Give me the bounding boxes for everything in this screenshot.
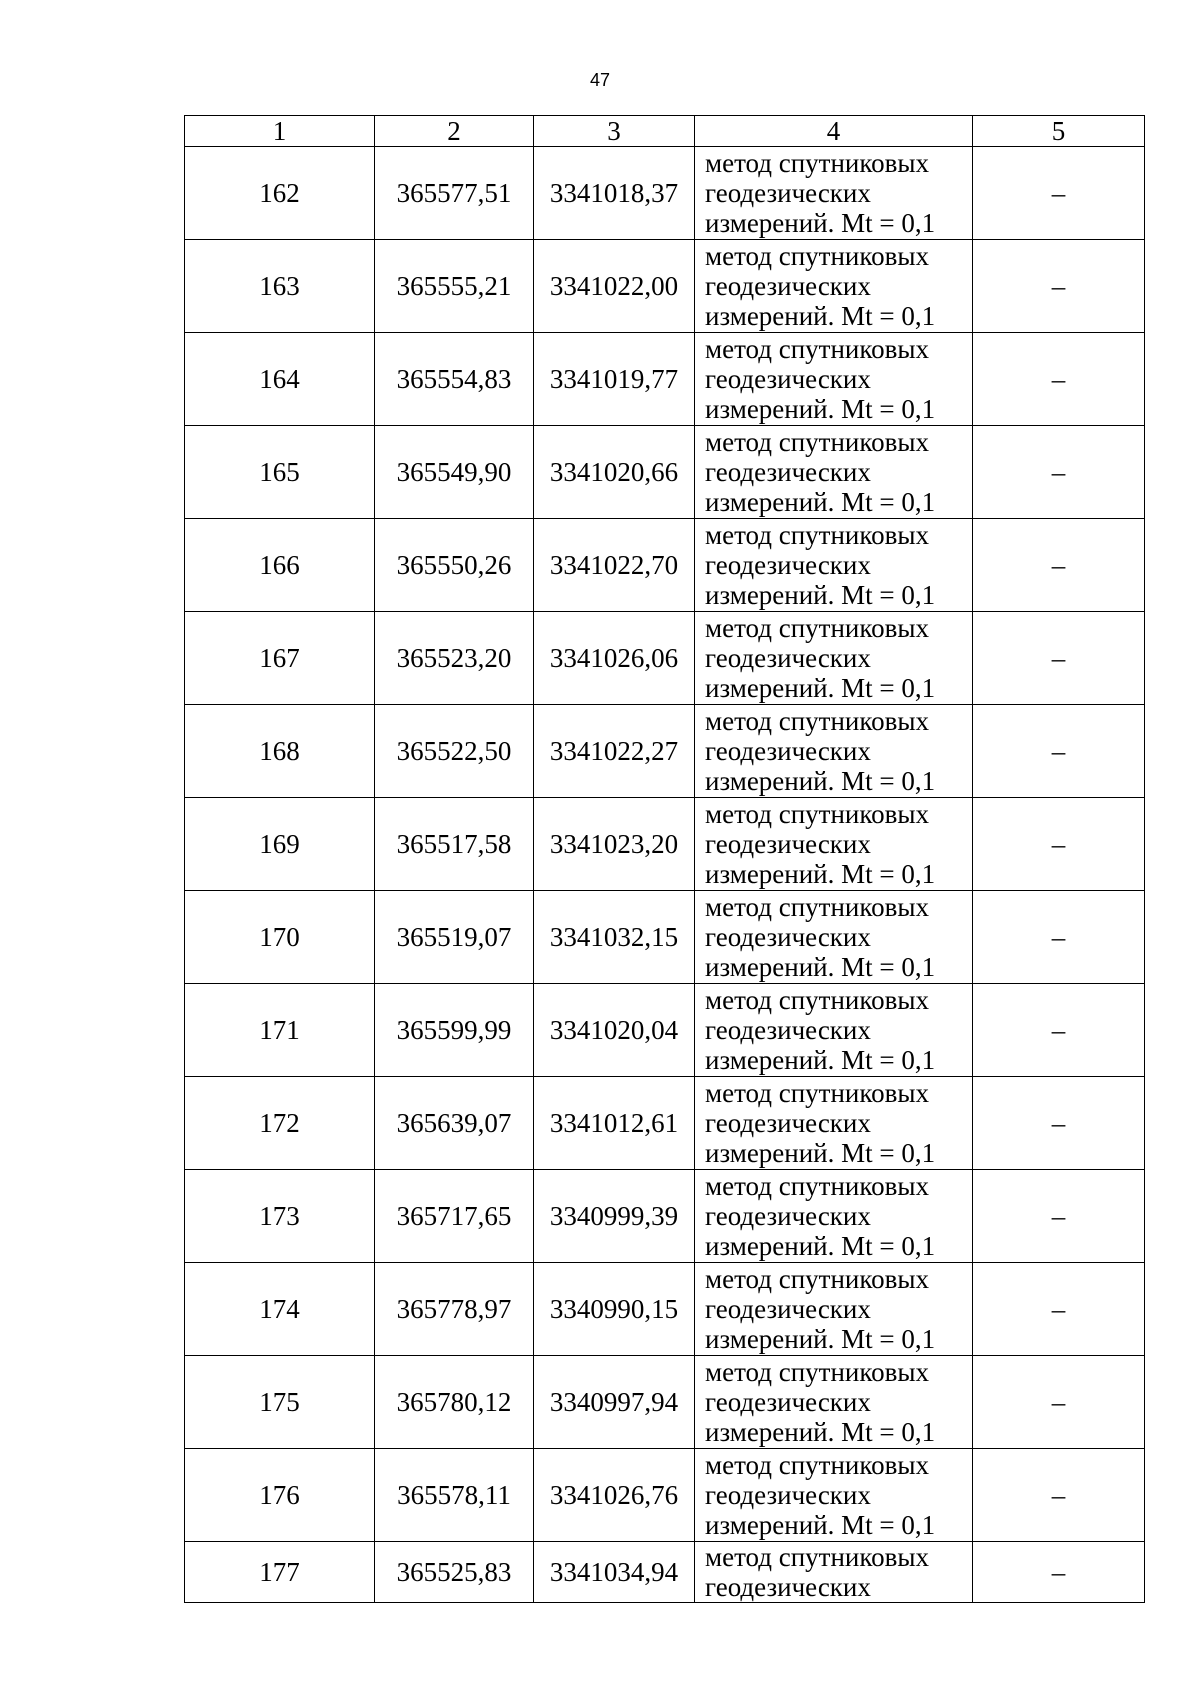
column-5-cell: –	[973, 984, 1145, 1077]
column-5-cell: –	[973, 1356, 1145, 1449]
point-number-cell: 175	[185, 1356, 375, 1449]
method-line: геодезических	[705, 1572, 871, 1602]
method-line: геодезических	[705, 1480, 871, 1510]
y-coordinate-cell: 3341026,06	[534, 612, 695, 705]
column-5-cell: –	[973, 1077, 1145, 1170]
method-line: метод спутниковых	[705, 1078, 929, 1108]
method-cell	[695, 519, 973, 612]
method-line: геодезических	[705, 1201, 871, 1231]
header-col-5: 5	[973, 116, 1145, 147]
x-coordinate-cell: 365639,07	[375, 1077, 534, 1170]
y-coordinate-cell: 3341034,94	[534, 1542, 695, 1603]
table-row	[185, 240, 1145, 333]
method-line: геодезических	[705, 271, 871, 301]
table-body	[185, 147, 1145, 1603]
x-coordinate-cell: 365525,83	[375, 1542, 534, 1603]
method-line: измерений. Mt = 0,1	[705, 1231, 936, 1261]
table-header	[185, 116, 1145, 147]
point-number-cell: 162	[185, 147, 375, 240]
x-coordinate-cell: 365599,99	[375, 984, 534, 1077]
y-coordinate-cell: 3341032,15	[534, 891, 695, 984]
method-line: геодезических	[705, 1294, 871, 1324]
column-5-cell: –	[973, 705, 1145, 798]
y-coordinate-cell: 3341022,27	[534, 705, 695, 798]
method-line: измерений. Mt = 0,1	[705, 1510, 936, 1540]
header-col-2: 2	[375, 116, 534, 147]
page-number: 47	[589, 70, 611, 90]
method-line: метод спутниковых	[705, 1450, 929, 1480]
table-row	[185, 984, 1145, 1077]
method-line: измерений. Mt = 0,1	[705, 859, 936, 889]
method-line: геодезических	[705, 1387, 871, 1417]
column-5-cell: –	[973, 1542, 1145, 1603]
table-row	[185, 1263, 1145, 1356]
x-coordinate-cell: 365578,11	[375, 1449, 534, 1542]
method-cell	[695, 333, 973, 426]
table-row	[185, 798, 1145, 891]
method-line: измерений. Mt = 0,1	[705, 673, 936, 703]
point-number-cell: 164	[185, 333, 375, 426]
point-number-cell: 163	[185, 240, 375, 333]
method-line: измерений. Mt = 0,1	[705, 766, 936, 796]
y-coordinate-cell: 3341022,00	[534, 240, 695, 333]
method-cell	[695, 147, 973, 240]
table-row	[185, 519, 1145, 612]
method-line: измерений. Mt = 0,1	[705, 1138, 936, 1168]
table-row	[185, 147, 1145, 240]
x-coordinate-cell: 365522,50	[375, 705, 534, 798]
point-number-cell: 173	[185, 1170, 375, 1263]
point-number-cell: 169	[185, 798, 375, 891]
y-coordinate-cell: 3341020,66	[534, 426, 695, 519]
method-line: измерений. Mt = 0,1	[705, 580, 936, 610]
method-cell	[695, 1356, 973, 1449]
point-number-cell: 165	[185, 426, 375, 519]
method-cell	[695, 1449, 973, 1542]
y-coordinate-cell: 3341018,37	[534, 147, 695, 240]
column-5-cell: –	[973, 1170, 1145, 1263]
header-col-4: 4	[695, 116, 973, 147]
method-line: геодезических	[705, 643, 871, 673]
x-coordinate-cell: 365577,51	[375, 147, 534, 240]
point-number-cell: 176	[185, 1449, 375, 1542]
y-coordinate-cell: 3341012,61	[534, 1077, 695, 1170]
method-line: геодезических	[705, 457, 871, 487]
method-line: метод спутниковых	[705, 1542, 929, 1572]
method-line: измерений. Mt = 0,1	[705, 952, 936, 982]
x-coordinate-cell: 365717,65	[375, 1170, 534, 1263]
method-line: метод спутниковых	[705, 706, 929, 736]
point-number-cell: 177	[185, 1542, 375, 1603]
table-row	[185, 1542, 1145, 1603]
column-5-cell: –	[973, 891, 1145, 984]
method-line: геодезических	[705, 1015, 871, 1045]
method-line: метод спутниковых	[705, 1264, 929, 1294]
x-coordinate-cell: 365554,83	[375, 333, 534, 426]
header-col-1: 1	[185, 116, 375, 147]
x-coordinate-cell: 365517,58	[375, 798, 534, 891]
method-line: измерений. Mt = 0,1	[705, 1417, 936, 1447]
x-coordinate-cell: 365550,26	[375, 519, 534, 612]
table-row	[185, 333, 1145, 426]
method-line: метод спутниковых	[705, 892, 929, 922]
x-coordinate-cell: 365519,07	[375, 891, 534, 984]
table-row	[185, 891, 1145, 984]
method-line: измерений. Mt = 0,1	[705, 487, 936, 517]
method-line: измерений. Mt = 0,1	[705, 1324, 936, 1354]
x-coordinate-cell: 365549,90	[375, 426, 534, 519]
method-cell	[695, 1263, 973, 1356]
method-cell	[695, 426, 973, 519]
y-coordinate-cell: 3341023,20	[534, 798, 695, 891]
method-line: геодезических	[705, 736, 871, 766]
method-line: метод спутниковых	[705, 520, 929, 550]
table-row	[185, 1449, 1145, 1542]
column-5-cell: –	[973, 147, 1145, 240]
point-number-cell: 167	[185, 612, 375, 705]
method-line: геодезических	[705, 1108, 871, 1138]
y-coordinate-cell: 3341019,77	[534, 333, 695, 426]
table-row	[185, 426, 1145, 519]
y-coordinate-cell: 3341020,04	[534, 984, 695, 1077]
y-coordinate-cell: 3340999,39	[534, 1170, 695, 1263]
point-number-cell: 168	[185, 705, 375, 798]
column-5-cell: –	[973, 333, 1145, 426]
method-cell	[695, 705, 973, 798]
method-line: геодезических	[705, 364, 871, 394]
method-cell	[695, 984, 973, 1077]
method-line: геодезических	[705, 922, 871, 952]
method-cell	[695, 1542, 973, 1603]
column-5-cell: –	[973, 519, 1145, 612]
table-row	[185, 612, 1145, 705]
y-coordinate-cell: 3340990,15	[534, 1263, 695, 1356]
table-row	[185, 1356, 1145, 1449]
method-cell	[695, 798, 973, 891]
method-line: геодезических	[705, 178, 871, 208]
y-coordinate-cell: 3340997,94	[534, 1356, 695, 1449]
method-line: измерений. Mt = 0,1	[705, 394, 936, 424]
method-line: метод спутниковых	[705, 334, 929, 364]
column-5-cell: –	[973, 240, 1145, 333]
table-row	[185, 1170, 1145, 1263]
header-col-3: 3	[534, 116, 695, 147]
x-coordinate-cell: 365780,12	[375, 1356, 534, 1449]
column-5-cell: –	[973, 1263, 1145, 1356]
method-line: измерений. Mt = 0,1	[705, 208, 936, 238]
method-line: метод спутниковых	[705, 148, 929, 178]
method-line: геодезических	[705, 829, 871, 859]
method-line: метод спутниковых	[705, 985, 929, 1015]
method-cell	[695, 240, 973, 333]
method-cell	[695, 1077, 973, 1170]
method-line: измерений. Mt = 0,1	[705, 301, 936, 331]
x-coordinate-cell: 365778,97	[375, 1263, 534, 1356]
x-coordinate-cell: 365523,20	[375, 612, 534, 705]
column-5-cell: –	[973, 426, 1145, 519]
column-5-cell: –	[973, 1449, 1145, 1542]
method-line: метод спутниковых	[705, 427, 929, 457]
method-cell	[695, 891, 973, 984]
coordinates-table	[184, 115, 1145, 1603]
table-row	[185, 1077, 1145, 1170]
method-line: метод спутниковых	[705, 241, 929, 271]
method-cell	[695, 1170, 973, 1263]
point-number-cell: 174	[185, 1263, 375, 1356]
method-line: метод спутниковых	[705, 613, 929, 643]
column-5-cell: –	[973, 798, 1145, 891]
point-number-cell: 166	[185, 519, 375, 612]
column-5-cell: –	[973, 612, 1145, 705]
header-row	[185, 116, 1145, 147]
y-coordinate-cell: 3341026,76	[534, 1449, 695, 1542]
method-line: метод спутниковых	[705, 1171, 929, 1201]
method-line: метод спутниковых	[705, 1357, 929, 1387]
point-number-cell: 171	[185, 984, 375, 1077]
point-number-cell: 170	[185, 891, 375, 984]
method-cell	[695, 612, 973, 705]
x-coordinate-cell: 365555,21	[375, 240, 534, 333]
method-line: измерений. Mt = 0,1	[705, 1045, 936, 1075]
table-row	[185, 705, 1145, 798]
y-coordinate-cell: 3341022,70	[534, 519, 695, 612]
method-line: метод спутниковых	[705, 799, 929, 829]
method-line: геодезических	[705, 550, 871, 580]
point-number-cell: 172	[185, 1077, 375, 1170]
